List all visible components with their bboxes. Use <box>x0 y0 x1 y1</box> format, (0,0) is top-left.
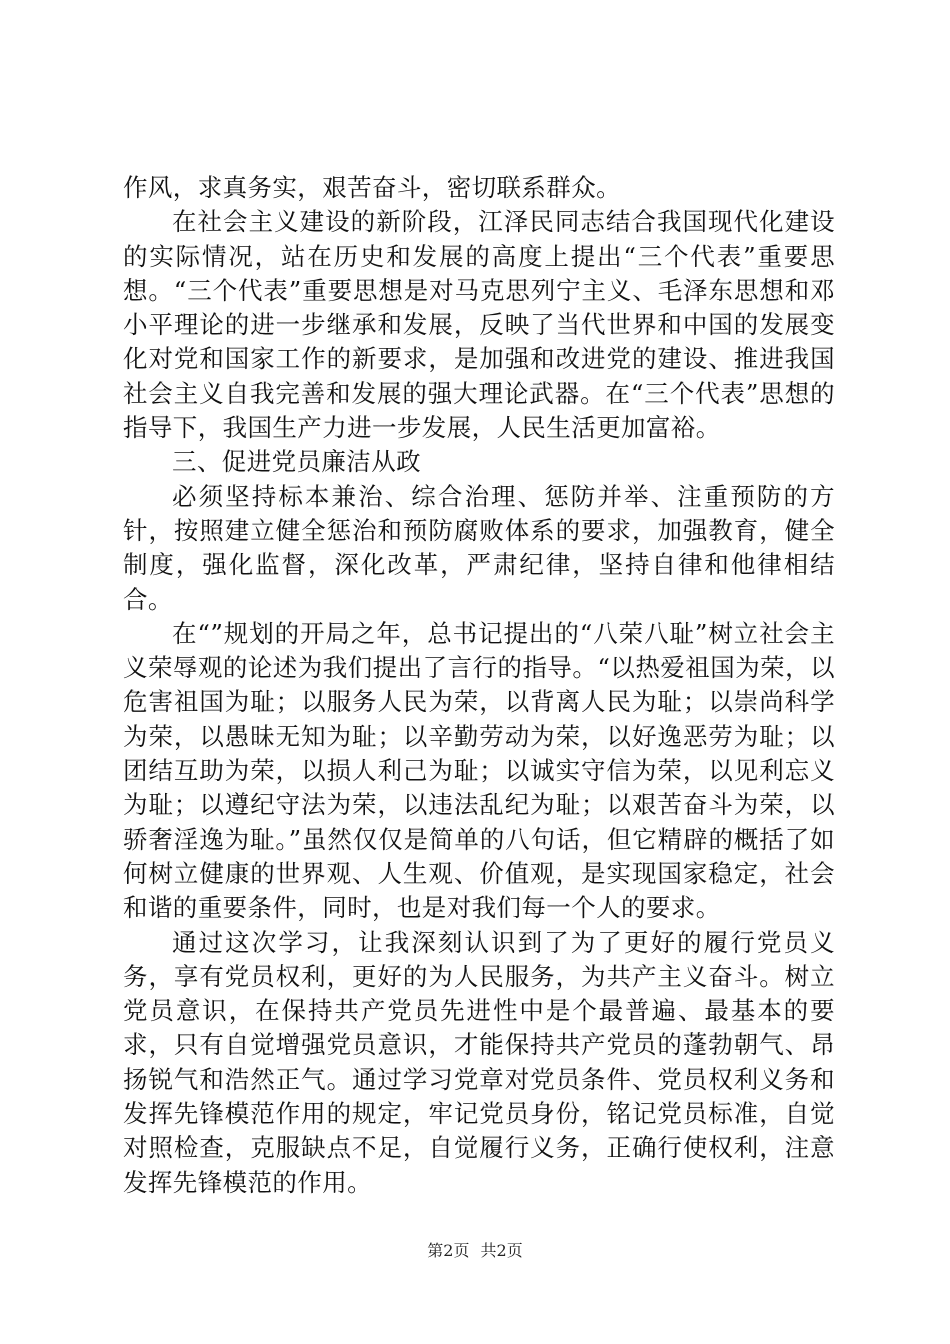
page-total: 共2页 <box>480 1241 523 1260</box>
section-heading: 三、促进党员廉洁从政 <box>172 447 421 477</box>
paragraph-2: 在社会主义建设的新阶段，江泽民同志结合我国现代化建设的实际情况，站在历史和发展的高度上提出“三个代表”重要思想。“三个代表”重要思想是对马克思列宁主义、毛泽东思想和邓小平理论的进一步继承和发展，反映了当代世界和中国的发展变化对党和国家工作的新要求，是加强和改进党的建设、推进我国社会主义自我完善和发展的强大理论武器。在“三个代表”思想的指导下，我国生产力进一步发展，人民生活更加富裕。 <box>123 207 835 443</box>
page-number: 第2页 <box>427 1241 470 1260</box>
paragraph-3: 必须坚持标本兼治、综合治理、惩防并举、注重预防的方针，按照建立健全惩治和预防腐败体系的要求，加强教育，健全制度，强化监督，深化改革，严肃纪律，坚持自律和他律相结合。 <box>123 481 835 614</box>
paragraph-4: 在“”规划的开局之年，总书记提出的“八荣八耻”树立社会主义荣辱观的论述为我们提出了言行的指导。“以热爱祖国为荣，以危害祖国为耻；以服务人民为荣，以背离人民为耻；以崇尚科学为荣，以愚昧无知为耻；以辛勤劳动为荣，以好逸恶劳为耻；以团结互助为荣，以损人利己为耻；以诚实守信为荣，以见利忘义为耻；以遵纪守法为荣，以违法乱纪为耻；以艰苦奋斗为荣，以骄奢淫逸为耻。”虽然仅仅是简单的八句话，但它精辟的概括了如何树立健康的世界观、人生观、价值观，是实现国家稳定，社会和谐的重要条件，同时，也是对我们每一个人的要求。 <box>123 618 835 923</box>
document-body <box>123 171 835 1200</box>
paragraph-1: 作风，求真务实，艰苦奋斗，密切联系群众。 <box>123 173 621 202</box>
paragraph-5: 通过这次学习，让我深刻认识到了为了更好的履行党员义务，享有党员权利，更好的为人民服务，为共产主义奋斗。树立党员意识，在保持共产党员先进性中是个最普遍、最基本的要求，只有自觉增强党员意识，才能保持共产党员的蓬勃朝气、昂扬锐气和浩然正气。通过学习党章对党员条件、党员权利义务和发挥先锋模范作用的规定，牢记党员身份，铭记党员标准，自觉对照检查，克服缺点不足，自觉履行义务，正确行使权利，注意发挥先锋模范的作用。 <box>123 927 835 1197</box>
page-footer <box>0 1241 950 1261</box>
